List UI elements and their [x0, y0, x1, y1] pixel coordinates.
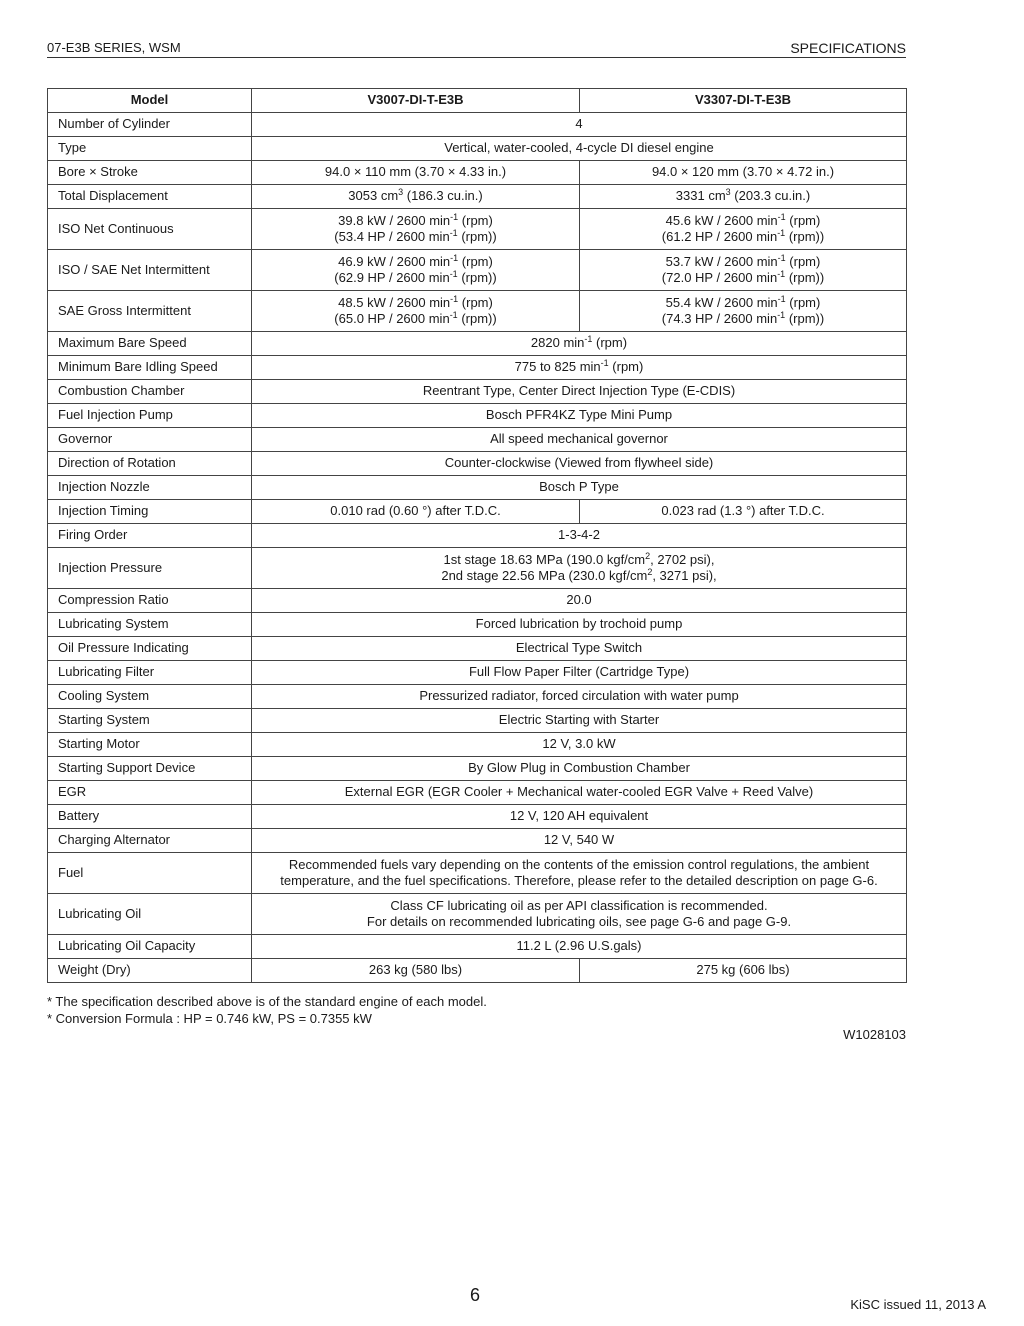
- table-row: [48, 137, 907, 161]
- row-value-v3307: 55.4 kW / 2600 $\min^{-1} (rpm)$ (74.3 HP / 2600 $\min^{-1} (rpm)$): [580, 291, 907, 332]
- row-value-v3007: 94.0 × 110 mm (3.70 × 4.33 in.): [252, 161, 580, 185]
- row-label: Cooling System: [48, 685, 252, 709]
- column-header-model: Model: [48, 89, 252, 113]
- document-code-reference: W1028103: [843, 1027, 906, 1042]
- row-label: Injection Timing: [48, 500, 252, 524]
- row-value-shared: 775 to 825 $\min^{-1} (rpm)$: [252, 356, 907, 380]
- row-value-v3007: 46.9 kW / 2600 $\min^{-1} (rpm)$ (62.9 HP / 2600 $\min^{-1} (rpm)$): [252, 250, 580, 291]
- table-row: [48, 613, 907, 637]
- row-value-shared: Forced lubrication by trochoid pump: [252, 613, 907, 637]
- row-label: Maximum Bare Speed: [48, 332, 252, 356]
- row-value-shared: Electric Starting with Starter: [252, 709, 907, 733]
- row-label: Number of Cylinder: [48, 113, 252, 137]
- row-value-shared: 1st stage 18.63 MPa (190.0 kgf/$cm^2$, 2702 psi), 2nd stage 22.56 MPa (230.0 kgf/$cm^2$, 3271 psi),: [252, 548, 907, 589]
- row-label: Starting Support Device: [48, 757, 252, 781]
- table-row: [48, 500, 907, 524]
- row-label: EGR: [48, 781, 252, 805]
- footnote-standard-engine: * The specification described above is of the standard engine of each model.: [47, 994, 487, 1009]
- row-label: SAE Gross Intermittent: [48, 291, 252, 332]
- row-label: Compression Ratio: [48, 589, 252, 613]
- row-label: Minimum Bare Idling Speed: [48, 356, 252, 380]
- table-row: [48, 894, 907, 935]
- row-value-shared: 12 V, 120 AH equivalent: [252, 805, 907, 829]
- row-value-shared: Class CF lubricating oil as per API classification is recommended. For details on recommended lubricating oils, see page G-6 and page G-9.: [252, 894, 907, 935]
- row-value-v3007: 39.8 kW / 2600 $\min^{-1} (rpm)$ (53.4 HP / 2600 $\min^{-1} (rpm)$): [252, 209, 580, 250]
- column-header-v3007: V3007-DI-T-E3B: [252, 89, 580, 113]
- row-value-shared: 2820 $\min^{-1} (rpm)$: [252, 332, 907, 356]
- table-row: [48, 548, 907, 589]
- row-value-v3307: 0.023 rad (1.3 °) after T.D.C.: [580, 500, 907, 524]
- table-row: [48, 685, 907, 709]
- table-row: [48, 524, 907, 548]
- row-value-shared: Bosch P Type: [252, 476, 907, 500]
- row-value-shared: Vertical, water-cooled, 4-cycle DI diesel engine: [252, 137, 907, 161]
- row-label: Lubricating System: [48, 613, 252, 637]
- row-value-shared: Bosch PFR4KZ Type Mini Pump: [252, 404, 907, 428]
- row-label: Lubricating Filter: [48, 661, 252, 685]
- table-row: [48, 161, 907, 185]
- table-row: [48, 113, 907, 137]
- table-row: [48, 637, 907, 661]
- row-label: ISO / SAE Net Intermittent: [48, 250, 252, 291]
- table-row: [48, 356, 907, 380]
- row-value-v3007: 3053 $cm^3$ (186.3 cu.in.): [252, 185, 580, 209]
- table-row: [48, 709, 907, 733]
- row-label: Combustion Chamber: [48, 380, 252, 404]
- table-row: [48, 185, 907, 209]
- table-row: [48, 853, 907, 894]
- column-header-v3307: V3307-DI-T-E3B: [580, 89, 907, 113]
- row-label: Charging Alternator: [48, 829, 252, 853]
- row-label: Governor: [48, 428, 252, 452]
- row-value-v3307: 275 kg (606 lbs): [580, 959, 907, 983]
- page-number: 6: [470, 1285, 481, 1305]
- table-row: [48, 959, 907, 983]
- table-row: [48, 935, 907, 959]
- row-value-shared: Full Flow Paper Filter (Cartridge Type): [252, 661, 907, 685]
- table-row: [48, 757, 907, 781]
- row-label: Injection Pressure: [48, 548, 252, 589]
- row-value-v3307: 3331 $cm^3$ (203.3 cu.in.): [580, 185, 907, 209]
- row-value-v3307: 94.0 × 120 mm (3.70 × 4.72 in.): [580, 161, 907, 185]
- row-value-shared: 4: [252, 113, 907, 137]
- table-row: [48, 209, 907, 250]
- row-label: Lubricating Oil: [48, 894, 252, 935]
- row-label: Fuel: [48, 853, 252, 894]
- row-value-shared: 1-3-4-2: [252, 524, 907, 548]
- row-value-shared: 12 V, 540 W: [252, 829, 907, 853]
- table-row: [48, 476, 907, 500]
- issue-info: KiSC issued 11, 2013 A: [850, 1297, 986, 1312]
- row-value-v3307: 53.7 kW / 2600 $\min^{-1} (rpm)$ (72.0 HP / 2600 $\min^{-1} (rpm)$): [580, 250, 907, 291]
- table-row: [48, 250, 907, 291]
- row-label: Oil Pressure Indicating: [48, 637, 252, 661]
- document-series-title: 07-E3B SERIES, WSM: [47, 40, 181, 55]
- row-label: Weight (Dry): [48, 959, 252, 983]
- table-row: [48, 781, 907, 805]
- page-header: [47, 38, 906, 58]
- table-row: [48, 291, 907, 332]
- row-value-shared: Pressurized radiator, forced circulation with water pump: [252, 685, 907, 709]
- table-row: [48, 589, 907, 613]
- row-label: Total Displacement: [48, 185, 252, 209]
- row-value-shared: 20.0: [252, 589, 907, 613]
- table-row: [48, 733, 907, 757]
- row-label: Fuel Injection Pump: [48, 404, 252, 428]
- row-label: Starting Motor: [48, 733, 252, 757]
- row-label: Type: [48, 137, 252, 161]
- row-label: Injection Nozzle: [48, 476, 252, 500]
- row-value-shared: 11.2 L (2.96 U.S.gals): [252, 935, 907, 959]
- row-label: Battery: [48, 805, 252, 829]
- row-value-v3007: 0.010 rad (0.60 °) after T.D.C.: [252, 500, 580, 524]
- table-row: [48, 428, 907, 452]
- row-label: Direction of Rotation: [48, 452, 252, 476]
- row-value-shared: By Glow Plug in Combustion Chamber: [252, 757, 907, 781]
- row-value-v3307: 45.6 kW / 2600 $\min^{-1} (rpm)$ (61.2 HP / 2600 $\min^{-1} (rpm)$): [580, 209, 907, 250]
- table-row: [48, 332, 907, 356]
- row-value-shared: Reentrant Type, Center Direct Injection Type (E-CDIS): [252, 380, 907, 404]
- table-row: [48, 661, 907, 685]
- table-header-row: [48, 89, 907, 113]
- table-row: [48, 380, 907, 404]
- row-value-shared: Recommended fuels vary depending on the contents of the emission control regulations, the ambient temperature, and the fuel specifications. Therefore, please refer to the detailed description on page G-6.: [252, 853, 907, 894]
- footnotes: [47, 993, 487, 1027]
- row-label: Bore × Stroke: [48, 161, 252, 185]
- row-label: Firing Order: [48, 524, 252, 548]
- row-label: Starting System: [48, 709, 252, 733]
- row-label: ISO Net Continuous: [48, 209, 252, 250]
- row-label: Lubricating Oil Capacity: [48, 935, 252, 959]
- row-value-shared: External EGR (EGR Cooler + Mechanical water-cooled EGR Valve + Reed Valve): [252, 781, 907, 805]
- row-value-shared: All speed mechanical governor: [252, 428, 907, 452]
- row-value-v3007: 263 kg (580 lbs): [252, 959, 580, 983]
- section-title: SPECIFICATIONS: [790, 40, 906, 56]
- table-row: [48, 452, 907, 476]
- row-value-shared: Electrical Type Switch: [252, 637, 907, 661]
- row-value-shared: Counter-clockwise (Viewed from flywheel side): [252, 452, 907, 476]
- specifications-table: [47, 88, 907, 983]
- table-row: [48, 805, 907, 829]
- table-row: [48, 829, 907, 853]
- footnote-conversion-formula: * Conversion Formula : HP = 0.746 kW, PS = 0.7355 kW: [47, 1011, 372, 1026]
- table-row: [48, 404, 907, 428]
- row-value-shared: 12 V, 3.0 kW: [252, 733, 907, 757]
- row-value-v3007: 48.5 kW / 2600 $\min^{-1} (rpm)$ (65.0 HP / 2600 $\min^{-1} (rpm)$): [252, 291, 580, 332]
